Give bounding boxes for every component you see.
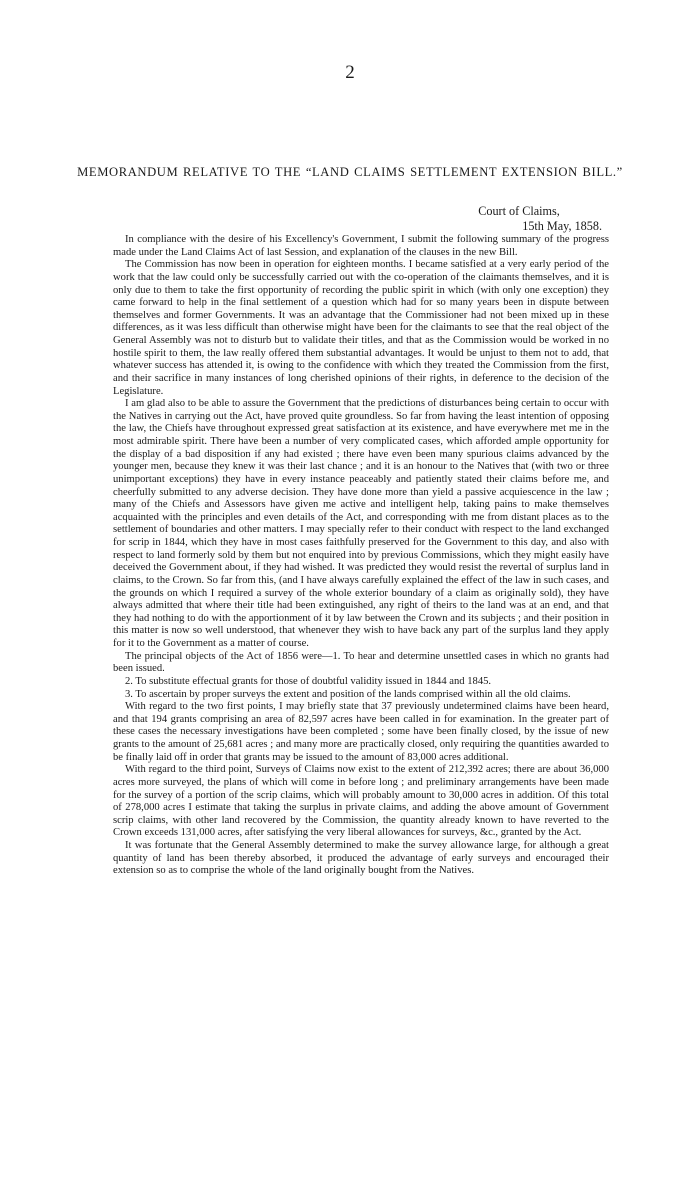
paragraph-objects: The principal objects of the Act of 1856 were—1. To hear and determine unsettled cases in which no grants had been issued. [113, 650, 609, 675]
paragraph-survey-allowance: It was fortunate that the General Assembly determined to make the survey allowance large, for although a great quantity of land has been thereby absorbed, it produced the advantage of early surveys and encouraged their extension so as to comprise the whole of the land originally bought from the Natives. [113, 840, 609, 877]
page-title: MEMORANDUM RELATIVE TO THE “LAND CLAIMS SETTLEMENT EXTENSION BILL.” [77, 165, 623, 179]
dateline [478, 204, 602, 233]
paragraph-first-points: With regard to the two first points, I may briefly state that 37 previously undetermined claims have been heard, and that 194 grants comprising an area of 82,597 acres have been called in for examination. In the greater part of these cases the necessary investigations have been completed ; some have been finally closed, by the issue of new grants to the amount of 25,681 acres ; and many more are practically closed, only requiring the quantities awarded to be finally laid off in order that grants may be issued to the amount of 83,000 acres additional. [113, 701, 609, 763]
paragraph-third-point: With regard to the third point, Surveys of Claims now exist to the extent of 212,392 acres; there are about 36,000 acres more surveyed, the plans of which will come in before long ; and preliminary arrangements have been made for the survey of a portion of the scrip claims, which will probably amount to 30,000 acres in addition. Of this total of 278,000 acres I estimate that taking the surplus in private claims, and adding the above amount of Government scrip claims, with other land recovered by the Commission, the quantity already known to have reverted to the Crown exceeds 131,000 acres, after satisfying the very liberal allowances for surveys, &c., granted by the Act. [113, 764, 609, 839]
paragraph-object-3: 3. To ascertain by proper surveys the extent and position of the lands comprised within all the old claims. [125, 688, 571, 700]
dateline-place: Court of Claims, [478, 204, 560, 218]
paragraph-commission: The Commission has now been in operation for eighteen months. I became satisfied at a very early period of the work that the law could only be successfully carried out with the co-operation of the claimants themselves, and it is only due to them to take the first opportunity of recording the public spirit in which (with only one exception) they came forward to help in the final settlement of a question which had for so many years been in dispute between themselves and former Governments. It was an advantage that the Commissioner had not been mixed up in these differences, as it was less difficult than otherwise might have been for the claimants to see that the real object of the General Assembly was not to disturb but to validate their titles, and that as the Commission would be worked in no hostile spirit to them, the law really offered them substantial advantages. It would be unjust to them not to add, that whatever success has attended it, is owing to the confidence with which they treated the Commission from the first, and their sacrifice in many instances of long cherished opinions of their rights, in deference to the decision of the Legislature. [113, 259, 609, 397]
page-number: 2 [345, 62, 355, 83]
paragraph-intro: In compliance with the desire of his Excellency's Government, I submit the following summary of the progress made under the Land Claims Act of last Session, and explanation of the clauses in the new Bill. [113, 234, 609, 258]
dateline-date: 15th May, 1858. [522, 218, 602, 233]
memorandum-body [113, 234, 609, 878]
paragraph-object-2: 2. To substitute effectual grants for those of doubtful validity issued in 1844 and 1845. [125, 675, 492, 687]
paragraph-natives: I am glad also to be able to assure the Government that the predictions of disturbances being certain to occur with the Natives in carrying out the Act, have proved quite groundless. So far from having the least intention of opposing the law, the Chiefs have throughout expressed great satisfaction at its existence, and have everywhere met me in the most admirable spirit. There have been a number of very complicated cases, which afforded ample opportunity for the display of a bad disposition if any had existed ; there have even been many spurious claims advanced by the younger men, because they knew it was their last chance ; and it is an honour to the Natives that (with two or three unimportant exceptions) they have in every instance peaceably and patiently stated their claims before me, and cheerfully submitted to any adverse decision. They have done more than yield a passive acquiescence in the law ; many of the Chiefs and Assessors have given me active and intelligent help, taking pains to make themselves acquainted with the principles and even details of the Act, and corresponding with me from distant places as to the settlement of boundaries and other matters. I may specially refer to their conduct with respect to the land exchanged for scrip in 1844, which they have in most cases faithfully preserved for the Government to this day, and also with respect to land formerly sold by them but not enquired into by previous Commissions, which they might easily have deceived the Government about, if they had wished. It was predicted they would resist the revertal of surplus land in claims, to the Crown. So far from this, (and I have always carefully explained the effect of the law in such cases, and the grounds on which I required a survey of the whole exterior boundary of a claim as originally sold), they have always admitted that where their title had been extinguished, any right of theirs to the land was at an end, and that they had nothing to do with the apportionment of it by law between the Crown and its subjects ; and their position in this matter is now so well understood, that whenever they wish to have back any part of the surplus land they apply for it to the Government as a matter of course. [113, 398, 609, 649]
